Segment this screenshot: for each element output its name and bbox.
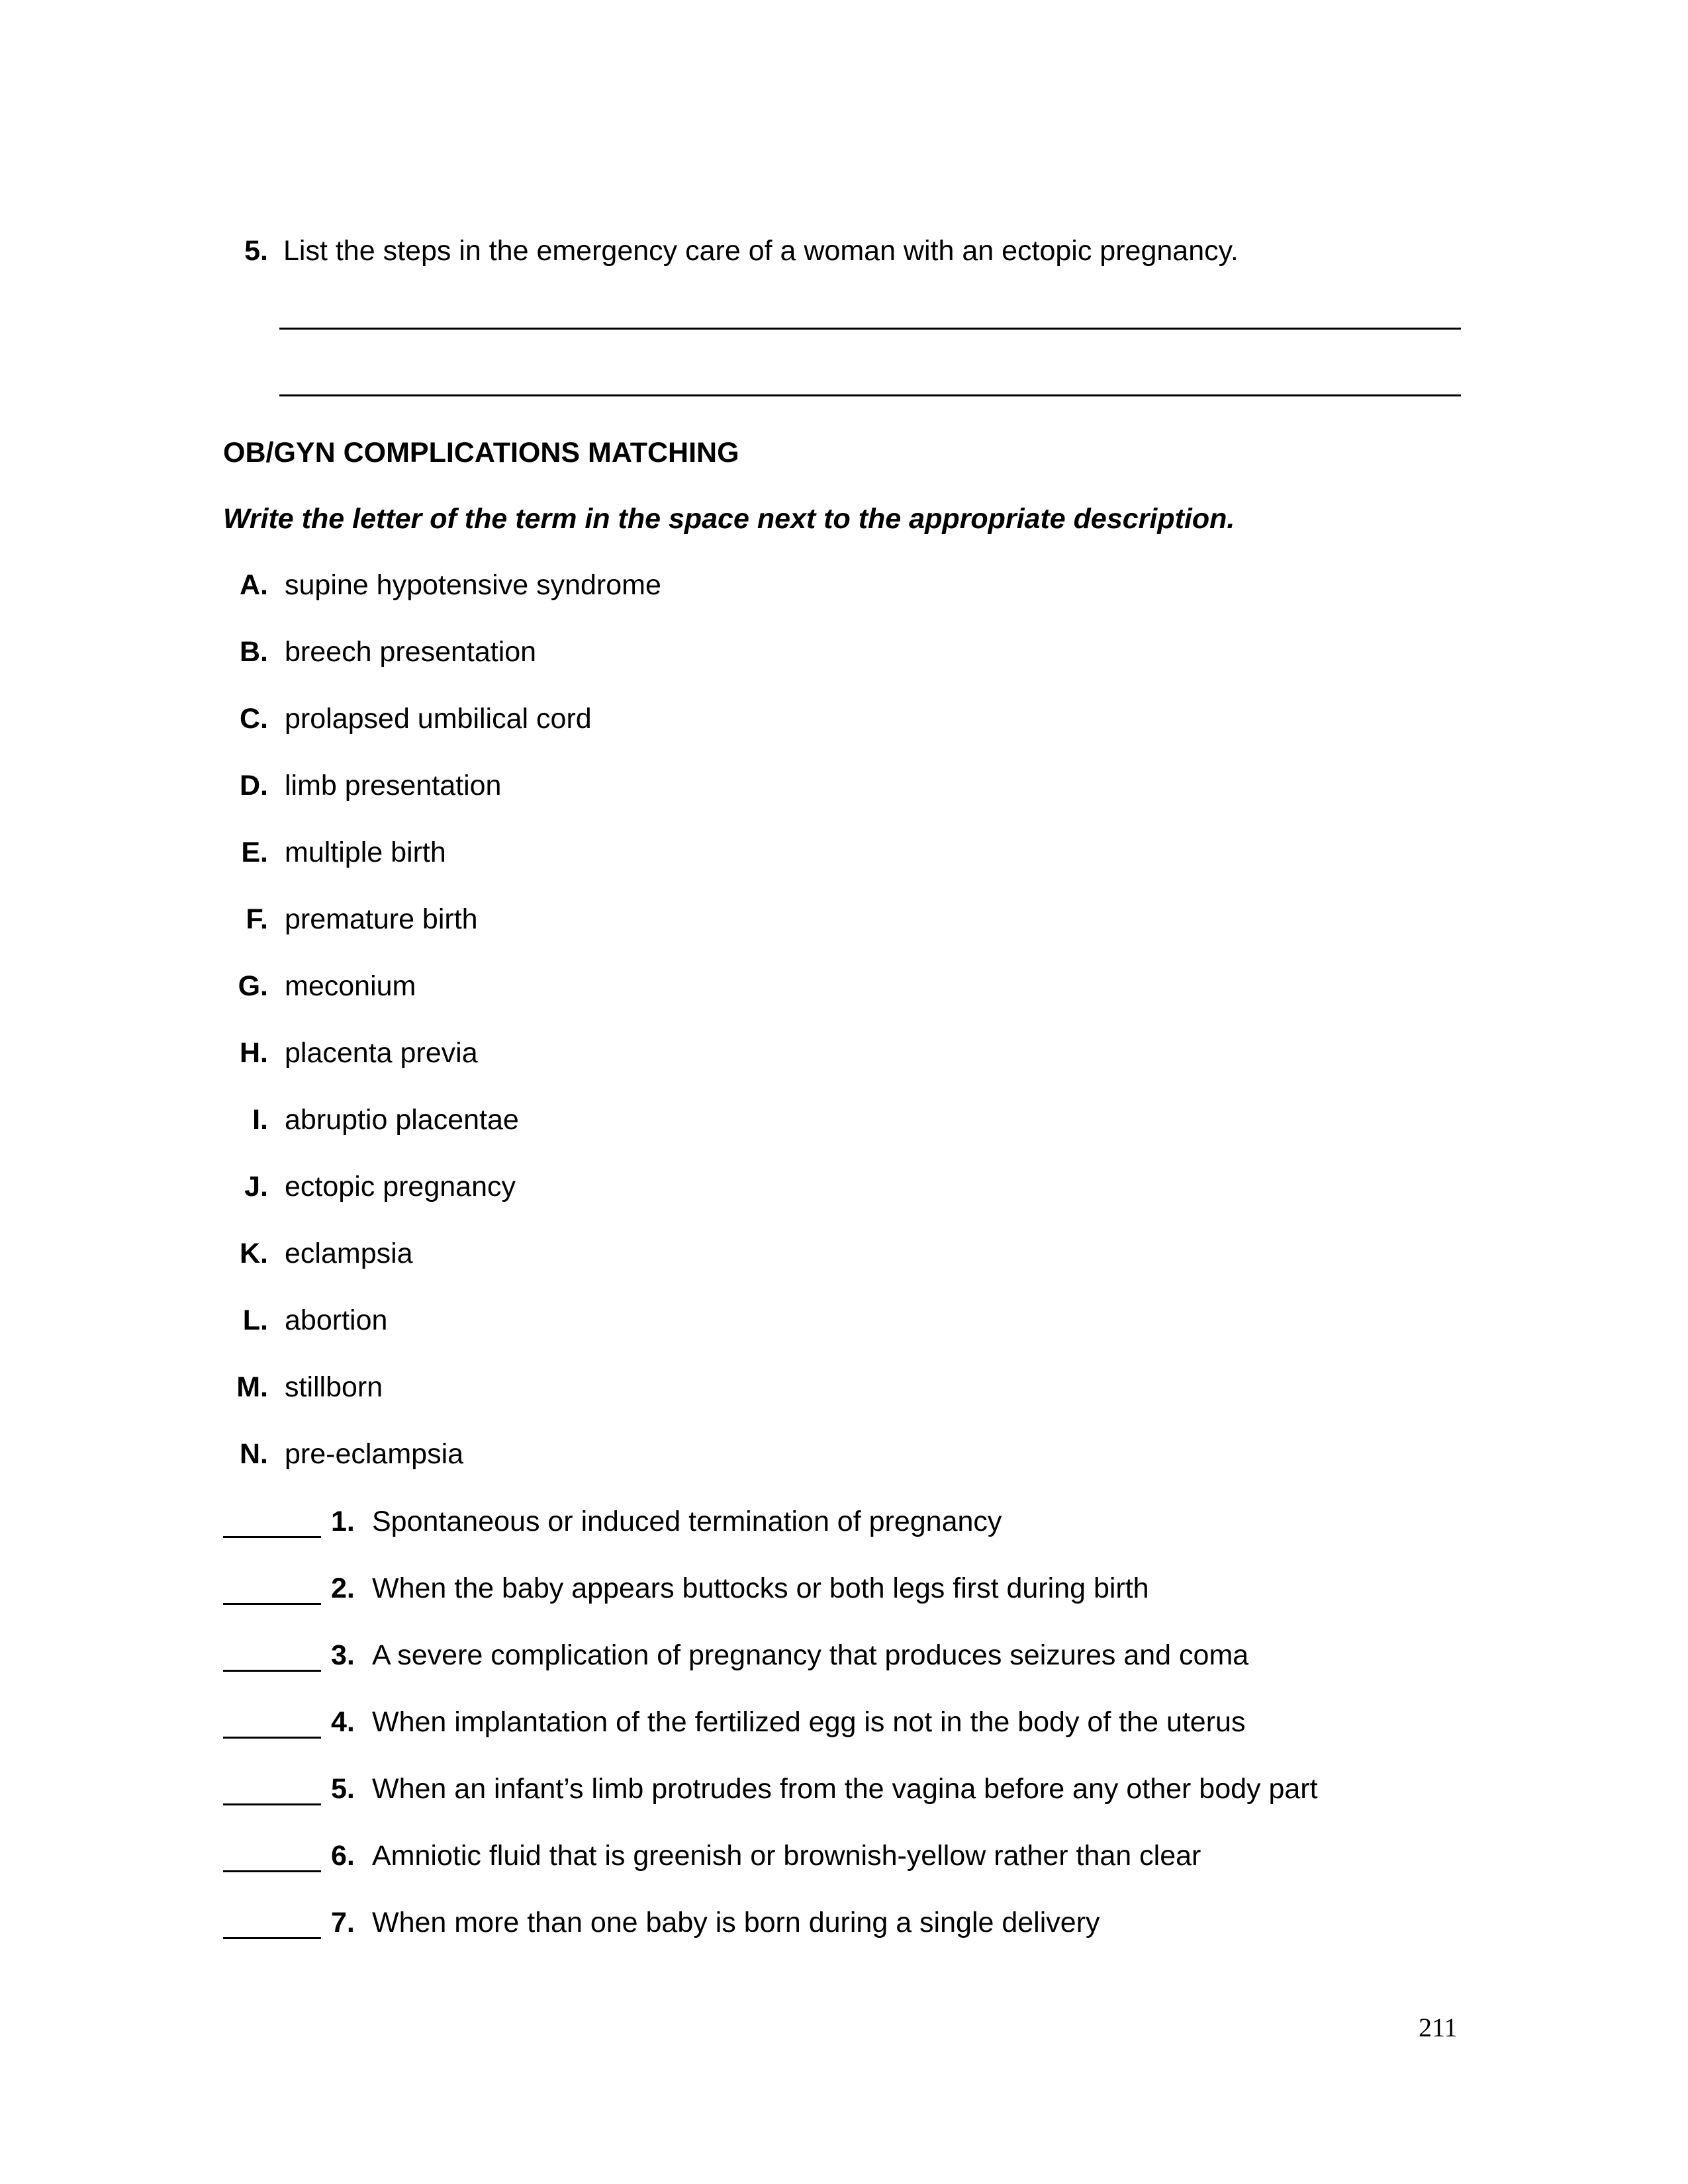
term-letter: F. — [246, 903, 268, 935]
term-letter: A. — [240, 569, 268, 601]
description-item — [0, 1572, 1688, 1639]
description-text: A severe complication of pregnancy that produces seizures and coma — [372, 1639, 1249, 1671]
description-item — [0, 1840, 1688, 1907]
answer-blank[interactable] — [223, 1706, 321, 1739]
term-letter: B. — [240, 636, 268, 668]
term-item — [0, 770, 1688, 837]
description-text: When an infant’s limb protrudes from the vagina before any other body part — [372, 1773, 1318, 1805]
term-item — [0, 1037, 1688, 1104]
term-letter: N. — [240, 1438, 268, 1470]
term-label: abruptio placentae — [285, 1104, 519, 1136]
term-item — [0, 903, 1688, 970]
term-item — [0, 703, 1688, 770]
term-letter: M. — [236, 1371, 268, 1403]
description-number: 3. — [331, 1639, 355, 1671]
answer-line-1[interactable] — [279, 328, 1461, 330]
term-item — [0, 1171, 1688, 1238]
description-list — [0, 1506, 1688, 1974]
term-letter: J. — [244, 1171, 268, 1203]
term-item — [0, 1371, 1688, 1438]
term-label: pre-eclampsia — [285, 1438, 464, 1470]
term-item — [0, 1304, 1688, 1371]
description-text: Spontaneous or induced termination of pregnancy — [372, 1506, 1002, 1537]
answer-blank[interactable] — [223, 1639, 321, 1672]
description-text: When more than one baby is born during a single delivery — [372, 1907, 1100, 1938]
description-item — [0, 1639, 1688, 1706]
term-label: abortion — [285, 1304, 388, 1336]
description-number: 5. — [331, 1773, 355, 1805]
term-letter: C. — [240, 703, 268, 735]
description-text: When implantation of the fertilized egg is not in the body of the uterus — [372, 1706, 1246, 1738]
description-text: When the baby appears buttocks or both legs first during birth — [372, 1572, 1149, 1604]
description-item — [0, 1706, 1688, 1773]
term-item — [0, 970, 1688, 1037]
question-5-number: 5. — [244, 235, 268, 267]
term-item — [0, 837, 1688, 903]
term-letter: D. — [240, 770, 268, 801]
term-letter: E. — [241, 837, 268, 868]
answer-blank[interactable] — [223, 1572, 321, 1605]
term-letter: K. — [240, 1238, 268, 1269]
term-item — [0, 1238, 1688, 1304]
term-label: multiple birth — [285, 837, 446, 868]
term-item — [0, 1438, 1688, 1505]
term-item — [0, 1104, 1688, 1171]
answer-blank[interactable] — [223, 1773, 321, 1805]
description-item — [0, 1907, 1688, 1974]
description-item — [0, 1506, 1688, 1572]
term-label: premature birth — [285, 903, 478, 935]
term-label: ectopic pregnancy — [285, 1171, 516, 1203]
answer-line-2[interactable] — [279, 394, 1461, 396]
question-5 — [0, 235, 1688, 271]
term-label: meconium — [285, 970, 416, 1002]
term-label: supine hypotensive syndrome — [285, 569, 661, 601]
answer-blank[interactable] — [223, 1506, 321, 1538]
question-5-text: List the steps in the emergency care of a woman with an ectopic pregnancy. — [283, 235, 1239, 267]
term-letter: I. — [252, 1104, 268, 1136]
description-number: 1. — [331, 1506, 355, 1537]
page-number: 211 — [1419, 2013, 1458, 2042]
term-item — [0, 636, 1688, 703]
description-text: Amniotic fluid that is greenish or brownish-yellow rather than clear — [372, 1840, 1201, 1872]
term-label: breech presentation — [285, 636, 537, 668]
description-number: 4. — [331, 1706, 355, 1738]
section-title: OB/GYN COMPLICATIONS MATCHING — [223, 437, 739, 469]
description-item — [0, 1773, 1688, 1840]
term-list — [0, 569, 1688, 1505]
description-number: 2. — [331, 1572, 355, 1604]
term-letter: G. — [238, 970, 268, 1002]
term-label: limb presentation — [285, 770, 502, 801]
description-number: 6. — [331, 1840, 355, 1872]
term-item — [0, 569, 1688, 636]
term-label: prolapsed umbilical cord — [285, 703, 592, 735]
term-letter: H. — [240, 1037, 268, 1069]
answer-blank[interactable] — [223, 1907, 321, 1939]
description-number: 7. — [331, 1907, 355, 1938]
term-label: eclampsia — [285, 1238, 413, 1269]
term-letter: L. — [242, 1304, 268, 1336]
term-label: placenta previa — [285, 1037, 478, 1069]
section-instructions: Write the letter of the term in the space next to the appropriate description. — [223, 503, 1235, 535]
term-label: stillborn — [285, 1371, 383, 1403]
answer-blank[interactable] — [223, 1840, 321, 1872]
